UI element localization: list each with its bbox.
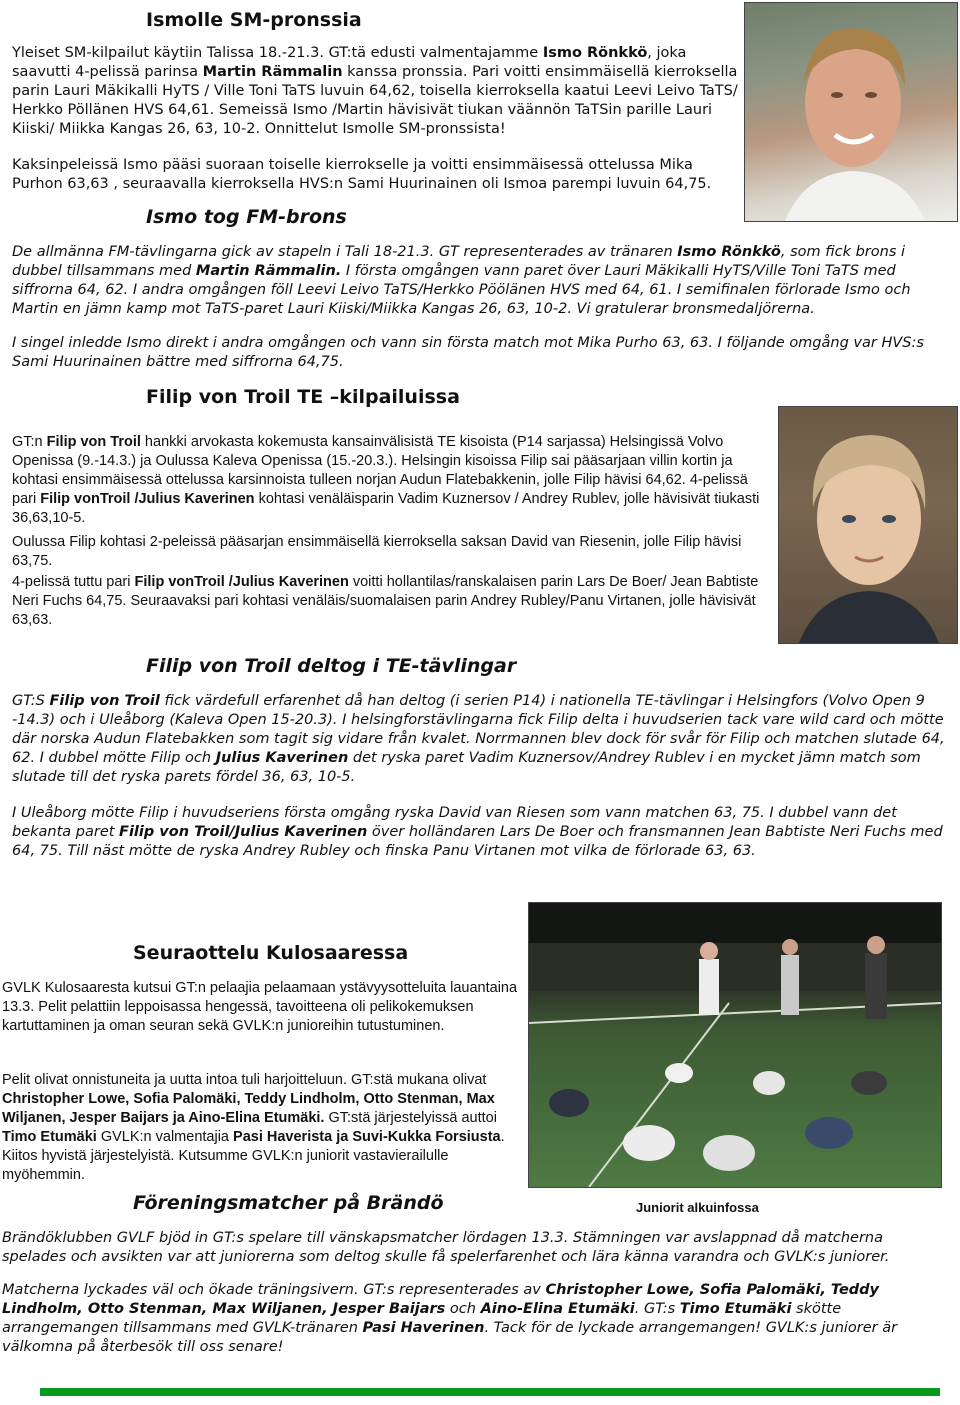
text-run: GVLK:n valmentajia (96, 1129, 234, 1145)
bold-name: Martin Rämmalin. (195, 263, 342, 279)
bold-name: Martin Rämmalin (202, 64, 343, 80)
bold-name: Pasi Haverinen (362, 1320, 485, 1336)
portrait-photo-ismo (744, 2, 958, 222)
team-photo-image (529, 903, 941, 1187)
text-run: kohtasi venäläisparin Vadim Kuznersov / Andrey Rublev, jolle hävisivät tiukasti 36,63,10-5. (12, 491, 760, 526)
text-run: hankki arvokasta kokemusta kansainvälisistä TE kisoista (P14 sarjassa) Helsingissä Volvo Openissa (9.-14.3.) ja Oulussa Kaleva Openissa (15.-20.3.). Helsingin kisoissa Filip sai pääsarjaan villin kortin ja kohtasi ensimmäisessä ottelussa karsinnoista tulleen norjan Audun Flatebakkenin, jolle Filip hävisi 64,62. 4-pelissä pari (12, 434, 748, 507)
text-run: 4-pelissä tuttu pari (12, 574, 135, 590)
bold-name: Filip vonTroil /Julius Kaverinen (134, 574, 349, 590)
paragraph (12, 573, 774, 630)
photo-caption: Juniorit alkuinfossa (636, 1200, 759, 1215)
text-run: GT:S (12, 693, 50, 709)
paragraph (2, 1281, 942, 1357)
portrait-image (779, 407, 957, 643)
text-run: skötte arrangemangen tillsammans med GVLK-tränaren (2, 1301, 842, 1336)
bold-name: Timo Etumäki (2, 1129, 97, 1145)
text-run: GT:n (12, 434, 47, 450)
bold-name: Aino-Elina Etumäki (480, 1301, 635, 1317)
text-run: . GT:s (634, 1301, 680, 1317)
paragraph (12, 692, 947, 787)
text-run: Yleiset SM-kilpailut käytiin Talissa 18.-21.3. GT:tä edusti valmentajamme (12, 45, 543, 61)
bold-name: Ismo Rönkkö (677, 244, 781, 260)
bold-name: Pasi Haverista ja Suvi-Kukka Forsiusta (233, 1129, 501, 1145)
bold-name: Timo Etumäki (679, 1301, 792, 1317)
section-title-sm: Ismolle SM-pronssia (146, 9, 362, 31)
text-run: , joka saavutti 4-pelissä parinsa (12, 45, 687, 80)
text-run: . Kiitos hyvistä järjestelyistä. Kutsumme GVLK:n juniorit vastavierailulle myöhemmin. (2, 1129, 505, 1183)
text-run: och (445, 1301, 481, 1317)
bold-name: Julius Kaverinen (215, 750, 349, 766)
paragraph (12, 804, 947, 861)
section-title-fm: Ismo tog FM-brons (146, 206, 347, 228)
text-run: voitti hollantilas/ranskalaisen parin Lars De Boer/ Jean Babtiste Neri Fuchs 64,75. Seuraavaksi pari kohtasi venäläis/suomalaisen parin Andrey Rubley/Panu Virtanen, jolle hävisivät 63,63. (12, 574, 759, 628)
bold-name: Filip von Troil (46, 434, 141, 450)
text-run: I Uleåborg mötte Filip i huvudseriens första omgång ryska David van Riesen som vann matchen 63, 75. I dubbel vann det bekanta paret (12, 805, 897, 840)
bold-name: Ismo Rönkkö (542, 45, 648, 61)
bold-name: Filip vonTroil /Julius Kaverinen (40, 491, 255, 507)
paragraph (12, 44, 740, 139)
text-run: . Tack för de lyckade arrangemangen! GVLK:s juniorer är välkomna på återbesök till oss senare! (2, 1320, 898, 1355)
text-run: I första omgången vann paret över Lauri Mäkikalli HyTS/Ville Toni TaTS med siffrorna 64, 62. I andra omgången föll Leevi Leivo TaTS/Herkko Pöölänen HVS med 64, 61. I semifinalen förlorade Ismo och Martin en jämn kamp mot TaTS-paret Lauri Kiiski/Miikka Kangas 26, 63, 10-2. Vi gratulerar bronsmedaljörerna. (12, 263, 911, 317)
text-run: De allmänna FM-tävlingarna gick av stapeln i Tali 18-21.3. GT representerades av tränaren (12, 244, 678, 260)
bold-name: Filip von Troil (49, 693, 160, 709)
paragraph: I singel inledde Ismo direkt i andra omgången och vann sin första match mot Mika Purho 63, 63. I följande omgång var HVS:s Sami Huurinainen bättre med siffrorna 64,75. (12, 335, 924, 370)
bold-name: Christopher Lowe, Sofia Palomäki, Teddy Lindholm, Otto Stenman, Max Wiljanen, Jesper Baijars ja Aino-Elina Etumäki. (2, 1091, 495, 1126)
bold-name: Christopher Lowe, Sofia Palomäki, Teddy Lindholm, Otto Stenman, Max Wiljanen, Jesper Baijars (2, 1282, 879, 1317)
paragraph: Kaksinpeleissä Ismo pääsi suoraan toiselle kierrokselle ja voitti ensimmäisessä ottelussa Mika Purhon 63,63 , seuraavalla kierroksella HVS:n Sami Huurinainen oli Ismoa parempi luvuin 64,75. (12, 157, 712, 192)
text-run: fick värdefull erfarenhet då han deltog (i serien P14) i nationella TE-tävlingar i Helsingfors (Volvo Open 9 -14.3) och i Uleåborg (Kaleva Open 15-20.3). I helsingforstävlingarna fick Filip delta i huvudserien tack vare wild card och mötte där norska Audun Flatebakken som tagit sig vidare från kvalet. Norrmannen blev dock för svår för Filip och matchen slutade 64, 62. I dubbel mötte Filip och (12, 693, 945, 766)
paragraph (12, 433, 774, 528)
paragraph: GVLK Kulosaaresta kutsui GT:n pelaajia pelaamaan ystävyysotteluita lauantaina 13.3. Pelit pelattiin leppoisassa hengessä, tavoitteena oli pelikokemuksen kartuttaminen ja oman seuran sekä GVLK:n junioreihin tutustuminen. (2, 980, 518, 1034)
text-run: GT:stä järjestelyissä auttoi (324, 1110, 497, 1126)
bold-name: Filip von Troil/Julius Kaverinen (119, 824, 368, 840)
portrait-image (745, 3, 957, 221)
section-title-filip-te: Filip von Troil TE –kilpailuissa (146, 386, 460, 408)
portrait-photo-filip (778, 406, 958, 644)
text-run: det ryska paret Vadim Kuznersov/Andrey Rublev i en mycket jämn match som slutade till det ryska parets fördel 36, 63, 10-5. (12, 750, 921, 785)
text-run: kanssa pronssia. Pari voitti ensimmäisellä kierroksella parin Lauri Mäkikalli HyTS / Ville Toni TaTS luvuin 64,62, toisella kierroksella kaatui Leevi Leivo TaTS/ Herkko Pöllänen HVS 64,61. Semeissä Ismo /Martin hävisivät tiukan väännön TaTSin parille Lauri Kiiski/ Miikka Kangas 26, 63, 10-2. Onnittelut Ismolle SM-pronssista! (12, 64, 738, 137)
footer-divider (40, 1388, 940, 1396)
text-run: över holländaren Lars De Boer och fransmannen Jean Babtiste Neri Fuchs med 64, 75. Till näst mötte de ryska Andrey Rubley och finska Panu Virtanen mot vilka de förlorade 63, 63. (12, 824, 943, 859)
paragraph: Brändöklubben GVLF bjöd in GT:s spelare till vänskapsmatcher lördagen 13.3. Stämningen var avslappnad då matcherna spelades och avsikten var att juniorerna som deltog skulle få spelerfarenhet och lära känna varandra och GVLK:s juniorer. (2, 1230, 890, 1265)
team-photo (528, 902, 942, 1188)
text-run: Pelit olivat onnistuneita ja uutta intoa tuli harjoitteluun. GT:stä mukana olivat (2, 1072, 487, 1088)
section-title-brando: Föreningsmatcher på Brändö (133, 1192, 444, 1214)
section-title-kulosaari: Seuraottelu Kulosaaressa (133, 942, 409, 964)
paragraph (2, 1071, 514, 1185)
paragraph: Oulussa Filip kohtasi 2-peleissä pääsarjan ensimmäisellä kierroksella saksan David van Riesenin, jolle Filip hävisi 63,75. (12, 534, 742, 569)
text-run: Matcherna lyckades väl och ökade träningsivern. GT:s representerades av (2, 1282, 546, 1298)
section-title-filip-tavlingar: Filip von Troil deltog i TE-tävlingar (146, 655, 517, 677)
text-run: , som fick brons i dubbel tillsammans med (12, 244, 906, 279)
paragraph (12, 243, 942, 319)
